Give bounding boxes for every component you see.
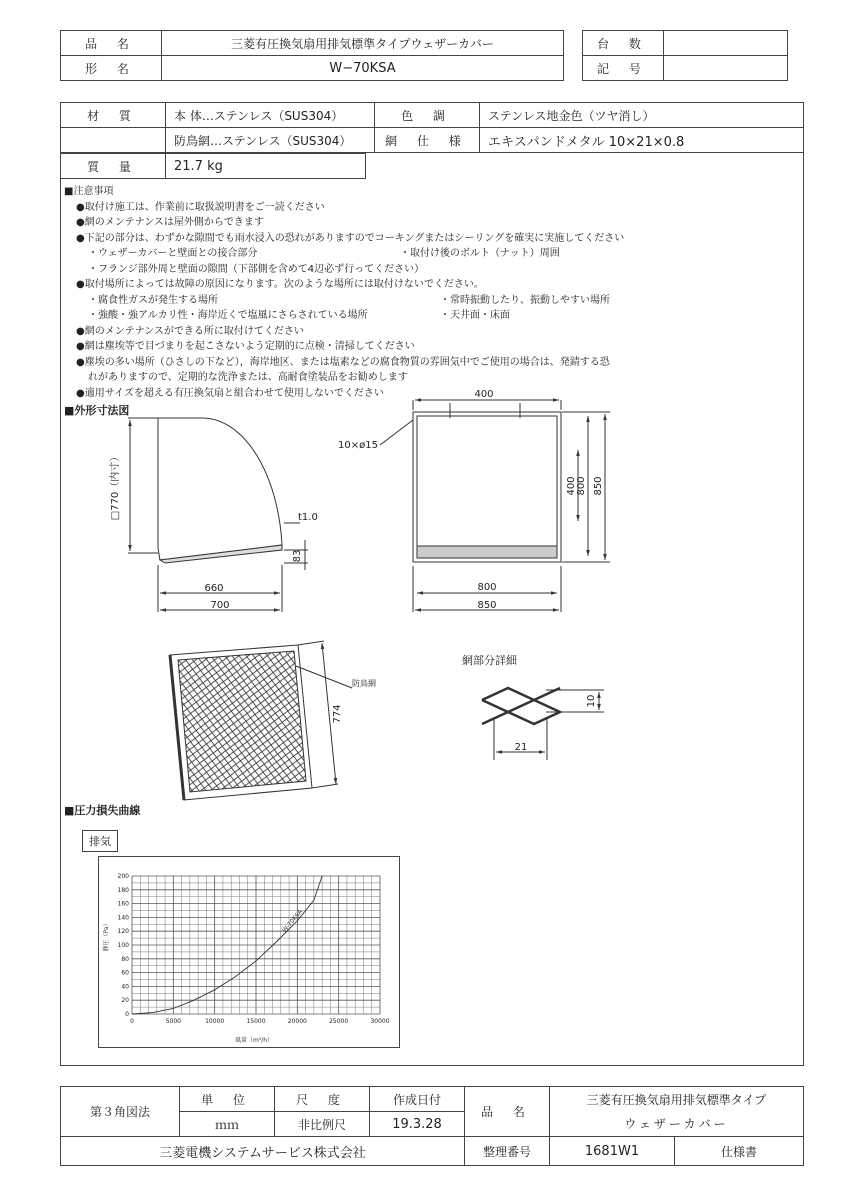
dim-hole: 10×ø15 (338, 440, 378, 451)
y-tick-label: 60 (121, 969, 129, 977)
note-line: ・取付け後のボルト（ナット）周囲 (400, 248, 560, 259)
material-label: 材 質 (61, 103, 166, 128)
note-line: ●塵埃の多い場所（ひさしの下など），海岸地区、または塩素などの腐食物質の雰囲気中でご使用の場合は、発錆する恐 (76, 356, 610, 368)
dim-400: 400 (474, 389, 494, 400)
pressure-chart (98, 856, 400, 1048)
date-value: 19.3.28 (370, 1112, 465, 1137)
curve-tab: 排気 (82, 830, 118, 852)
ref-label: 整理番号 (465, 1137, 550, 1166)
note-line: ●網のメンテナンスができる所に取付けてください (76, 325, 304, 337)
date-label: 作成日付 (370, 1087, 465, 1112)
name-label: 品 名 (465, 1087, 550, 1137)
dim-83: 83 (292, 549, 303, 563)
dim-800: 800 (477, 582, 497, 593)
net-value: エキスパンドメタル 10×21×0.8 (480, 128, 804, 153)
x-axis-label: 風量（m³/h） (234, 1037, 274, 1044)
y-tick-label: 140 (117, 914, 129, 922)
note-line: ・ウェザーカバーと壁面との接合部分 (88, 248, 258, 259)
projection-method: 第３角図法 (61, 1087, 180, 1137)
note-line: ・強酸・強アルカリ性・海岸近くで塩風にさらされている場所 (88, 310, 368, 321)
note-line: ●網は塵埃等で目づまりを起こさないよう定期的に点検・清掃してください (76, 341, 415, 352)
note-line: ・常時振動したり、振動しやすい場所 (440, 294, 610, 306)
scale-label: 尺 度 (275, 1087, 370, 1112)
net-view (170, 641, 352, 800)
dims-title: ■外形寸法図 (64, 404, 130, 417)
note-line: ・フランジ部外周と壁面の隙間（下部側を含めて4辺必ず行ってください） (88, 263, 425, 275)
product-label: 品 名 (61, 31, 162, 56)
unit-label: 単 位 (180, 1087, 275, 1112)
chart-ticks (118, 873, 390, 1025)
y-axis-label: 静圧（Pa） (103, 920, 110, 952)
scale-value: 非比例尺 (275, 1112, 370, 1137)
dim-850v: 850 (593, 476, 604, 496)
dim-660: 660 (204, 583, 224, 594)
product-value: 三菱有圧換気扇用排気標準タイプウェザーカバー (162, 31, 564, 56)
x-tick-label: 25000 (329, 1018, 349, 1025)
dim-21: 21 (514, 742, 528, 753)
y-tick-label: 40 (121, 983, 129, 991)
dim-10: 10 (586, 694, 597, 708)
code-label: 記 号 (583, 56, 664, 81)
material-net: 防鳥網…ステンレス（SUS304） (166, 128, 375, 153)
material-body: 本 体…ステンレス（SUS304） (166, 103, 375, 128)
note-line: ・天井面・床面 (440, 310, 510, 321)
y-tick-label: 20 (121, 997, 129, 1005)
footer-table (60, 1086, 804, 1166)
net-label: 網 仕 様 (375, 128, 480, 153)
note-line: ●適用サイズを超える有圧換気扇と組合わせて使用しないでください (76, 387, 384, 399)
dim-850: 850 (477, 600, 497, 611)
y-tick-label: 120 (117, 928, 129, 936)
note-line: ●網のメンテナンスは屋外側からできます (76, 217, 264, 228)
dim-700: 700 (210, 600, 230, 611)
dim-774: 774 (332, 704, 343, 724)
y-tick-label: 200 (117, 873, 129, 880)
mass-label: 質 量 (61, 154, 166, 179)
x-tick-label: 20000 (287, 1018, 307, 1025)
name-value-2: ウェザーカバー (550, 1112, 804, 1137)
name-value-1: 三菱有圧換気扇用排気標準タイプ (550, 1087, 804, 1112)
y-tick-label: 0 (125, 1011, 129, 1018)
x-tick-label: 5000 (165, 1018, 181, 1025)
dim-t: t1.0 (298, 512, 318, 523)
curve-title: ■圧力損失曲線 (64, 804, 141, 817)
detail-title: 網部分詳細 (462, 654, 517, 667)
ref-value: 1681W1 (550, 1137, 675, 1166)
note-line: ●下記の部分は、わずかな隙間でも雨水浸入の恐れがありますのでコーキングまたはシーリングを確実に実施してください (76, 232, 625, 244)
doc-type: 仕様書 (675, 1137, 804, 1166)
mass-value: 21.7 kg (166, 154, 366, 179)
y-tick-label: 180 (117, 886, 129, 894)
net-name: 防鳥網 (352, 679, 376, 688)
model-value: W−70KSA (162, 56, 564, 81)
dim-800v: 800 (576, 476, 587, 496)
x-tick-label: 0 (130, 1018, 134, 1025)
chart-grid (132, 876, 380, 1014)
y-tick-label: 100 (117, 942, 129, 949)
unit-value: ｍｍ (180, 1112, 275, 1137)
x-tick-label: 30000 (370, 1018, 390, 1025)
dim-inner: □770（内寸） (110, 451, 121, 521)
note-line: れがありますので、定期的な洗浄または、高耐食塗装品をお勧めします (88, 372, 408, 383)
front-view (380, 400, 610, 612)
notes-title: ■注意事項 (64, 186, 114, 197)
dim-400v: 400 (566, 476, 577, 496)
series-label: W-70KSA (281, 908, 305, 934)
note-line: ・腐食性ガスが発生する場所 (88, 294, 218, 306)
x-tick-label: 15000 (246, 1018, 266, 1025)
y-tick-label: 160 (117, 900, 129, 908)
y-tick-label: 80 (121, 955, 129, 963)
color-value: ステンレス地金色（ツヤ消し） (480, 103, 804, 128)
model-label: 形 名 (61, 56, 162, 81)
company: 三菱電機システムサービス株式会社 (61, 1137, 465, 1166)
qty-label: 台 数 (583, 31, 664, 56)
note-line: ●取付け施工は、作業前に取扱説明書をご一読ください (76, 201, 325, 213)
x-tick-label: 10000 (205, 1018, 225, 1025)
note-line: ●取付場所によっては故障の原因になります。次のような場所には取付けないでください。 (76, 279, 484, 290)
color-label: 色 調 (375, 103, 480, 128)
